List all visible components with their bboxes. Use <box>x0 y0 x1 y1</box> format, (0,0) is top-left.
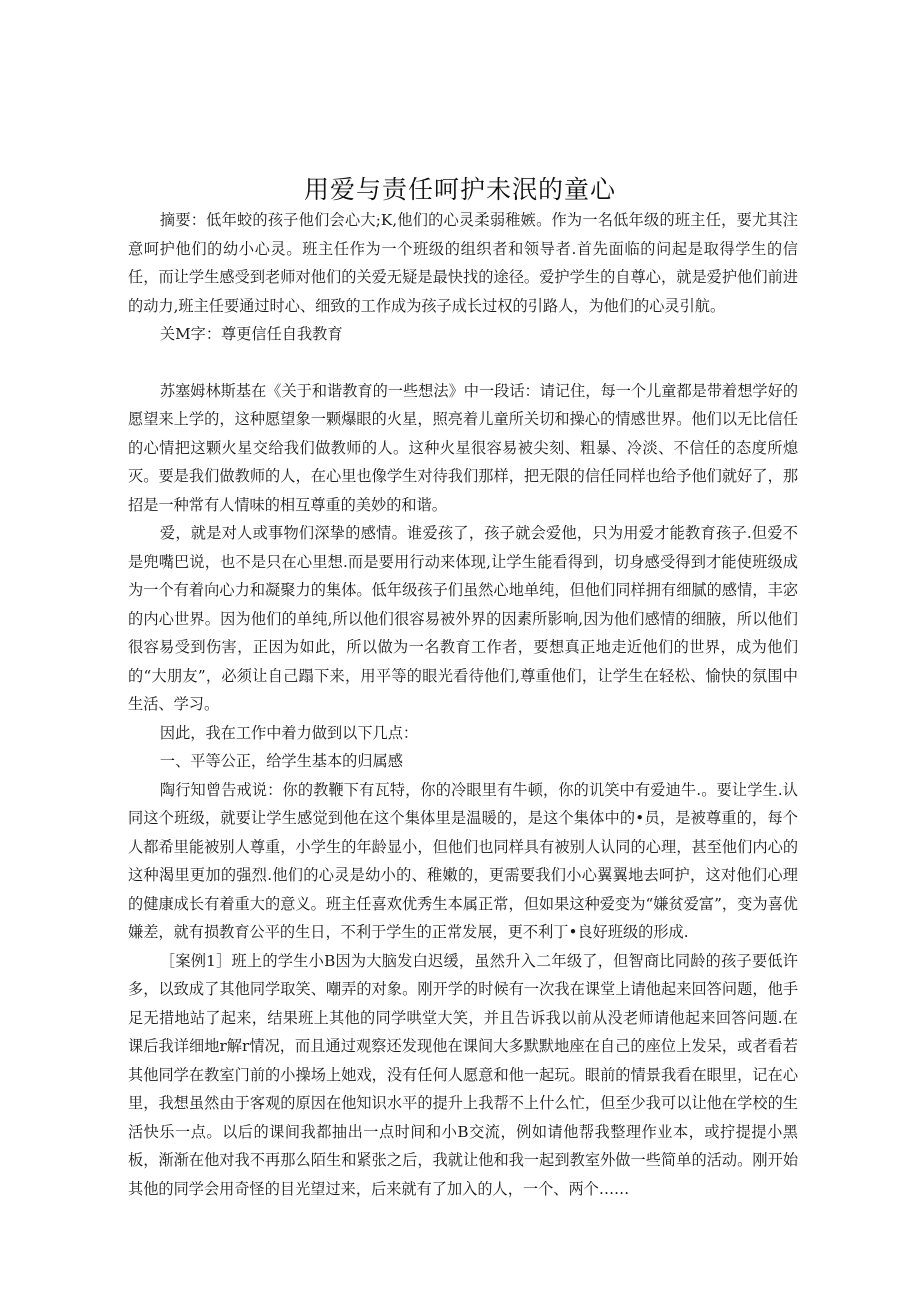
document-title: 用爱与责任呵护未泯的童心 <box>303 175 616 204</box>
body-paragraph-3: 因此，我在工作中着力做到以下几点： <box>159 723 419 742</box>
section-spacer <box>128 349 798 377</box>
section-heading-1: 一、平等公正，给学生基本的归属感 <box>159 752 403 770</box>
abstract-paragraph: 摘要：低年蛟的孩子他们会心大;K,他们的心灵柔弱稚嫉。作为一名低年级的班主任，要尤其注意呵护他们的幼小心灵。班主任作为一个班级的组织者和领导者.首先面临的问起是取得学生的信任，而让学生感受到老师对他们的关爱无疑是最快找的途径。爱护学生的自尊心，就是爱护他们前进的动力,班主任要通过时心、细致的工作成为孩子成长过权的引路人，为他们的心灵引航。 <box>128 211 798 315</box>
body-paragraph-4: 陶行知曾告戒说：你的教鞭下有瓦特，你的冷眼里有牛顿，你的讥笑中有爱迪牛.。要让学生.认同这个班级，就要让学生感觉到他在这个集体里是温暖的，是这个集体中的•员，是被尊重的，每个人都希里能被别人尊重，小学生的年龄显小，但他们也同样具有被别人认同的心理，甚至他们内心的这种渴里更加的强烈.他们的心灵是幼小的、稚嫩的，更需要我们小心翼翼地去呵护，这对他们心理的健康成长有着重大的意义。班主任喜欢优秀生本属正常，但如果这种爱变为“嫌贫爱富”，变为喜优嫌差，就有损教育公平的生日，不利于学生的正常发展，更不利丁•良好班级的形成. <box>128 780 798 941</box>
body-paragraph-2: 爱，就是对人或事物们深挚的感情。谁爱孩了，孩子就会爱他，只为用爱才能教育孩子.但爱不是兜嘴巴说，也不是只在心里想.而是要用行动来体现,让学生能看得到，切身感受得到才能使班级成为一个有着向心力和凝聚力的集体。低年级孩子们虽然心地单纯，但他们同样拥有细腻的感情，丰宓的内心世界。因为他们的单纯,所以他们很容易被外界的因素所影响,因为他们感情的细腋，所以他们很容易受到伤害，正因为如此，所以做为一名教育工作者，要想真正地走近他们的世界，成为他们的“大朋友”，必须让自己蹋下来，用平等的眼光看待他们,尊重他们，让学生在轻松、愉快的氛围中生活、学习。 <box>128 524 798 713</box>
document-body <box>128 206 798 1203</box>
body-paragraph-1: 苏塞姆林斯基在《关于和谐教育的一些想法》中一段话：请记住，每一个儿童都是带着想学好的愿望来上学的，这种愿望象一颗爆眼的火星，照亮着儿童所关切和操心的情感世界。他们以无比信任的心情把这颗火星交给我们做教师的人。这种火星很容易被尖刻、粗暴、冷淡、不信任的态度所熄灭。要是我们做教师的人，在心里也像学生对待我们那样，把无限的信任同样也给予他们就好了，那招是一种常有人情味的相互尊重的美妙的和谐。 <box>128 381 798 514</box>
case-paragraph-1: ［案例1］班上的学生小B因为大脑发白迟缓，虽然升入二年级了，但智商比同龄的孩子要低许多，以致成了其他同学取笑、嘲弄的对象。刚开学的时候有一次我在课堂上请他起来回答问题，他手足无措地站了起来，结果班上其他的同学哄堂大笑，并且告诉我以前从没老师请他起来回答问题.在课后我详细地r解r情况，而且通过观察还发现他在课间大多默默地座在自己的座位上发呆，或者看若其他同学在教室门前的小操场上她戏，没有任何人愿意和他一起玩。眼前的情景我看在眼里，记在心里，我想虽然由于客观的原因在他知识水平的提升上我帮不上什么忙，但至少我可以让他在学校的生活快乐一点。以后的课间我都抽出一点时间和小B交流，例如请他帮我整理作业本，或拧提提小黑板，渐渐在他对我不再那么陌生和紧张之后，我就让他和我一起到教室外做一些简单的活动。刚开始其他的同学会用奇怪的目光望过来，后来就有了加入的人，一个、两个…… <box>128 951 798 1198</box>
keywords-line: 关M字：尊更信任自我教育 <box>159 325 343 343</box>
